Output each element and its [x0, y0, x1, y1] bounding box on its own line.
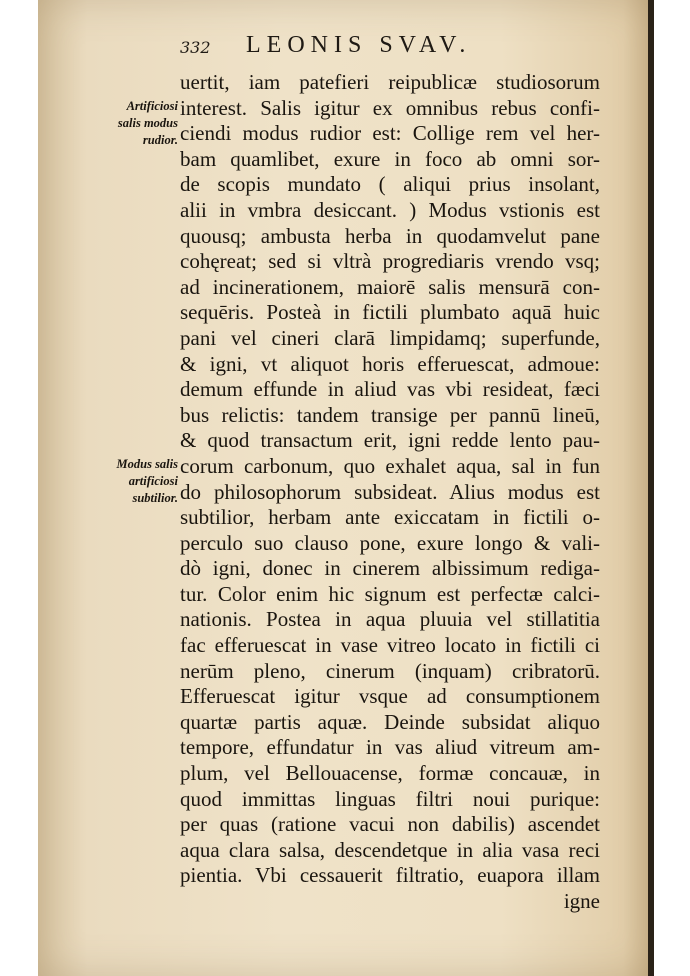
text-line: Efferuescat igitur vsque ad consumptionem [180, 684, 600, 709]
margin-note-line: rudior. [142, 133, 178, 147]
text-line: tempore, effundatur in vas aliud vitreum am- [180, 735, 600, 760]
text-line: & quod transactum erit, igni redde lento pau- [180, 428, 600, 453]
text-line: uertit, iam patefieri reipublicæ studiosorum [180, 70, 600, 94]
margin-note-line: artificiosi [128, 474, 178, 488]
text-line: fac efferuescat in vase vitreo locato in fictili ci [180, 633, 600, 658]
margin-note-rudior [78, 98, 178, 149]
text-line: do philosophorum subsideat. Alius modus est [180, 479, 600, 504]
margin-note-line: subtilior. [132, 491, 178, 505]
page-edge [648, 0, 654, 976]
text-line: perculo suo clauso pone, exure longo & vali- [180, 530, 600, 555]
text-line: alii in vmbra desiccant. ) Modus vstionis est [180, 197, 600, 222]
text-line: nerūm pleno, cinerum (inquam) cribratorū. [180, 658, 600, 683]
page-number: 332 [180, 38, 211, 57]
text-line: pani vel cineri clarā limpidamq; superfunde, [180, 325, 600, 350]
text-line: tur. Color enim hic signum est perfectæ calci- [180, 581, 600, 606]
text-line: corum carbonum, quo exhalet aqua, sal in fun [180, 453, 600, 478]
text-line: demum effunde in aliud vas vbi resideat, fæci [180, 377, 600, 402]
text-line: aqua clara salsa, descendetque in alia vasa reci [180, 837, 600, 862]
margin-note-subtilior [78, 456, 178, 507]
margin-note-line: salis modus [117, 116, 178, 130]
text-line: pientia. Vbi cessauerit filtratio, euapora illam [180, 863, 600, 888]
text-line: cohęreat; sed si vltrà progrediaris vrendo vsq; [180, 249, 600, 274]
text-line: igne [563, 889, 600, 913]
text-line: per quas (ratione vacui non dabilis) ascendet [180, 812, 600, 837]
text-line: quod immittas linguas filtri noui purique: [180, 786, 600, 811]
text-line: ciendi modus rudior est: Collige rem vel her- [180, 121, 600, 146]
text-line: dò igni, donec in cinerem albissimum rediga- [180, 556, 600, 581]
text-line: & igni, vt aliquot horis efferuescat, admoue: [180, 351, 600, 376]
margin-note-line: Modus salis [116, 457, 178, 471]
text-line: quousq; ambusta herba in quodamvelut pane [180, 223, 600, 248]
text-line: bus relictis: tandem transige per pannū lineū, [180, 402, 600, 427]
text-line: ad incinerationem, maiorē salis mensurā con- [180, 274, 600, 299]
text-line: de scopis mundato ( aliqui prius insolant, [180, 172, 600, 197]
text-line: nationis. Postea in aqua pluuia vel stillatitia [180, 607, 600, 632]
text-line: bam quamlibet, exure in foco ab omni sor- [180, 146, 600, 171]
text-line: interest. Salis igitur ex omnibus rebus confi- [180, 95, 600, 120]
text-line: sequēris. Posteà in fictili plumbato aquā huic [180, 300, 600, 325]
text-line: subtilior, herbam ante exiccatam in fictili o- [180, 505, 600, 530]
running-head: LEONIS SVAV. [246, 32, 472, 58]
body-text [180, 70, 600, 915]
text-line: plum, vel Bellouacense, formæ concauæ, in [180, 761, 600, 786]
text-line: quartæ partis aquæ. Deinde subsidat aliquo [180, 709, 600, 734]
margin-note-line: Artificiosi [126, 99, 178, 113]
